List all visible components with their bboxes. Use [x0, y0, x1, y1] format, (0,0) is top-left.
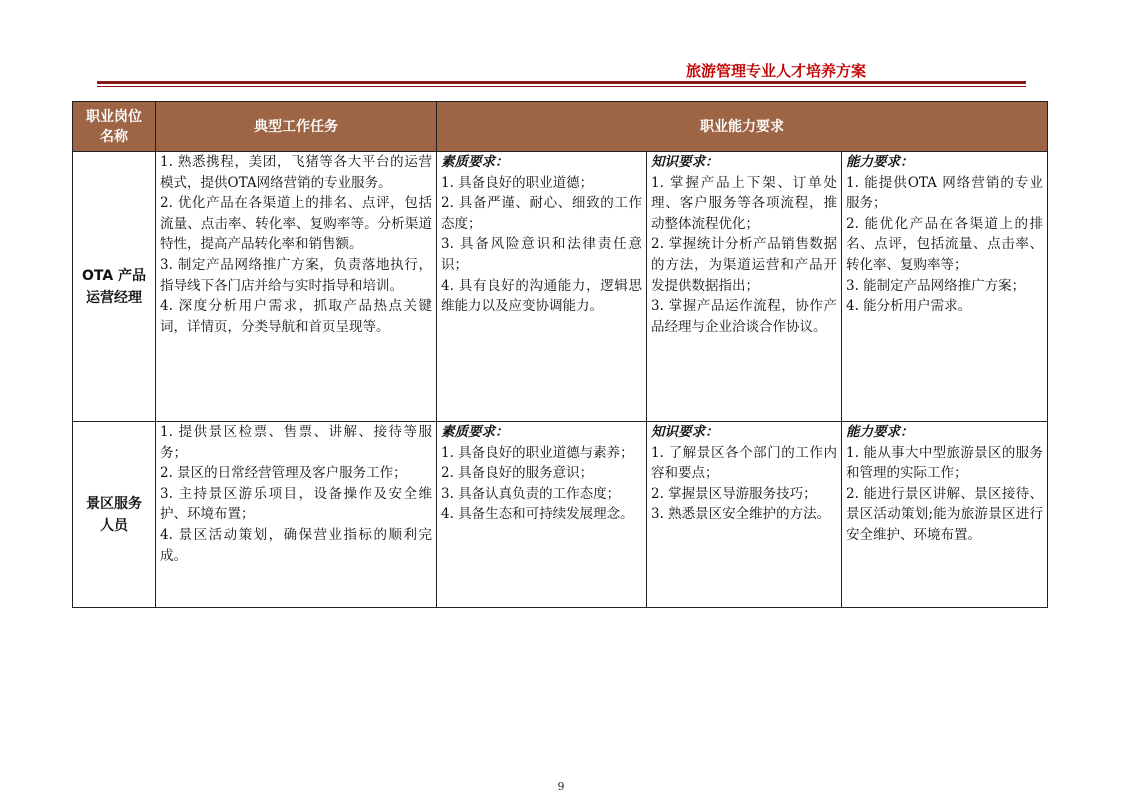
table-row — [73, 152, 1048, 422]
knowledge-requirement-item: 2. 掌握统计分析产品销售数据的方法，为渠道运营和产品开发提供数据指出； — [651, 236, 837, 294]
quality-requirement-item: 3. 具备认真负责的工作态度； — [441, 485, 621, 502]
knowledge-requirements-cell — [647, 152, 842, 422]
header-rule-thick — [97, 81, 1026, 84]
ability-requirements-heading: 能力要求： — [846, 424, 914, 440]
knowledge-requirement-item: 3. 掌握产品运作流程，协作产品经理与企业洽谈合作协议。 — [651, 298, 837, 335]
quality-requirement-item: 2. 具备严谨、耐心、细致的工作态度； — [441, 195, 642, 232]
document-header-title: 旅游管理专业人才培养方案 — [686, 62, 867, 80]
position-name-cell — [73, 152, 156, 422]
quality-requirements-cell — [437, 152, 647, 422]
column-header-position-line: 名称 — [100, 128, 128, 145]
knowledge-requirement-item: 2. 掌握景区导游服务技巧； — [651, 485, 817, 502]
quality-requirements-cell — [437, 422, 647, 608]
table-row — [73, 422, 1048, 608]
task-item: 1. 提供景区检票、售票、讲解、接待等服务； — [160, 424, 432, 461]
position-name-cell — [73, 422, 156, 608]
table-body — [73, 152, 1048, 608]
ability-requirement-item: 4. 能分析用户需求。 — [846, 298, 972, 315]
ability-requirements-heading: 能力要求： — [846, 154, 914, 170]
task-item: 3. 主持景区游乐项目，设备操作及安全维护、环境布置； — [160, 485, 432, 523]
quality-requirement-item: 1. 具备良好的职业道德与素养； — [441, 444, 634, 461]
ability-requirements-cell — [842, 422, 1048, 608]
column-header-position — [73, 102, 156, 152]
typical-tasks-cell — [156, 152, 437, 422]
career-ability-table — [72, 101, 1048, 608]
position-name: 景区服务 — [86, 495, 142, 512]
task-item: 4. 深度分析用户需求，抓取产品热点关键词，详情页，分类导航和首页呈现等。 — [160, 298, 432, 335]
knowledge-requirement-item: 1. 了解景区各个部门的工作内容和要点； — [651, 444, 837, 482]
ability-requirements-cell — [842, 152, 1048, 422]
task-item: 1. 熟悉携程，美团，飞猪等各大平台的运营模式，提供OTA网络营销的专业服务。 — [160, 154, 432, 191]
position-name: OTA 产品 — [81, 267, 147, 284]
task-item: 2. 优化产品在各渠道上的排名、点评，包括流量、点击率、转化率、复购率等。分析渠道特性，提高产品转化率和销售额。 — [160, 195, 432, 253]
quality-requirement-item: 4. 具有良好的沟通能力，逻辑思维能力以及应变协调能力。 — [441, 277, 642, 315]
table-header-row — [73, 102, 1048, 152]
quality-requirement-item: 3. 具备风险意识和法律责任意识； — [441, 236, 642, 273]
task-item: 4. 景区活动策划，确保营业指标的顺利完成。 — [160, 526, 432, 564]
column-header-tasks: 典型工作任务 — [156, 102, 437, 152]
knowledge-requirements-heading: 知识要求： — [651, 424, 719, 440]
position-name: 人员 — [100, 517, 128, 534]
knowledge-requirements-cell — [647, 422, 842, 608]
quality-requirement-item: 1. 具备良好的职业道德； — [441, 174, 594, 191]
quality-requirements-heading: 素质要求： — [441, 424, 509, 440]
task-item: 3. 制定产品网络推广方案，负责落地执行，指导线下各门店并给与实时指导和培训。 — [160, 256, 432, 294]
ability-requirement-item: 1. 能从事大中型旅游景区的服务和管理的实际工作； — [846, 444, 1044, 482]
header-rule-thin — [97, 86, 1026, 87]
quality-requirement-item: 2. 具备良好的服务意识； — [441, 465, 594, 482]
quality-requirements-heading: 素质要求： — [441, 154, 509, 170]
quality-requirement-item: 4. 具备生态和可持续发展理念。 — [441, 506, 634, 523]
ability-requirement-item: 2. 能进行景区讲解、景区接待、景区活动策划;能为旅游景区进行安全维护、环境布置。 — [846, 485, 1044, 543]
knowledge-requirement-item: 1. 掌握产品上下架、订单处理、客户服务等各项流程，推动整体流程优化； — [651, 174, 837, 232]
column-header-abilities: 职业能力要求 — [437, 102, 1048, 152]
column-header-position-line: 职业岗位 — [86, 108, 142, 125]
knowledge-requirement-item: 3. 熟悉景区安全维护的方法。 — [651, 506, 831, 523]
ability-requirement-item: 2. 能优化产品在各渠道上的排名、点评，包括流量、点击率、转化率、复购率等； — [846, 215, 1044, 273]
page-number: 9 — [557, 780, 565, 793]
ability-requirement-item: 1. 能提供OTA 网络营销的专业服务； — [846, 174, 1044, 212]
task-item: 2. 景区的日常经营管理及客户服务工作； — [160, 465, 407, 482]
knowledge-requirements-heading: 知识要求： — [651, 154, 719, 170]
position-name: 运营经理 — [86, 289, 142, 306]
typical-tasks-cell — [156, 422, 437, 608]
ability-requirement-item: 3. 能制定产品网络推广方案； — [846, 277, 1026, 294]
